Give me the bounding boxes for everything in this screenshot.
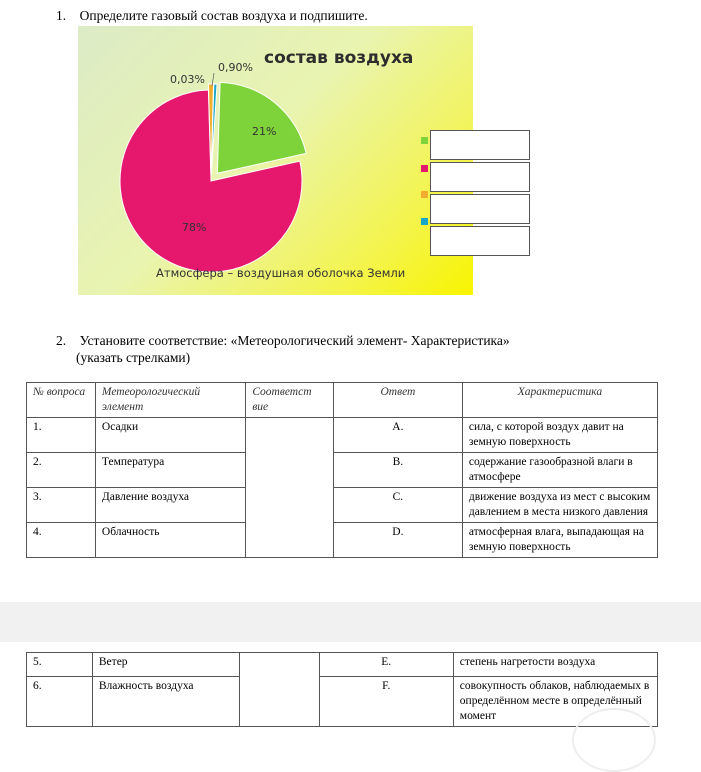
chart-caption: Атмосфера – воздушная оболочка Земли: [156, 266, 406, 280]
row-answer: D.: [333, 523, 462, 558]
match-cell[interactable]: [246, 418, 334, 558]
legend-answer-box-4[interactable]: [430, 226, 530, 256]
matching-table: [26, 382, 658, 558]
legend-swatch-orange: [421, 191, 428, 198]
air-composition-chart: [78, 26, 473, 295]
faint-watermark-circle: [572, 708, 656, 772]
row-characteristic: движение воздуха из мест с высоким давлением в места низкого давления: [462, 488, 657, 523]
row-element: Давление воздуха: [95, 488, 245, 523]
table-row: [27, 523, 658, 558]
matching-table-continued: [26, 652, 658, 727]
slice-label-21: 21%: [252, 125, 277, 138]
pie-chart-svg: [78, 26, 473, 295]
page-break: [0, 602, 701, 642]
table-row: [27, 488, 658, 523]
legend-answer-box-1[interactable]: [430, 130, 530, 160]
legend-swatch-green: [421, 137, 428, 144]
row-element: Влажность воздуха: [92, 677, 239, 727]
slice-label-003: 0,03%: [170, 73, 205, 86]
task2-subtext: (указать стрелками): [76, 350, 191, 365]
table-row: [27, 418, 658, 453]
row-element: Осадки: [95, 418, 245, 453]
row-characteristic: сила, с которой воздух давит на земную поверхность: [462, 418, 657, 453]
legend-answer-box-3[interactable]: [430, 194, 530, 224]
row-element: Облачность: [95, 523, 245, 558]
table-row: [27, 653, 658, 677]
header-match: Соответст вие: [246, 383, 334, 418]
slice-label-090: 0,90%: [218, 61, 253, 74]
row-answer: B.: [333, 453, 462, 488]
task1-number: 1.: [56, 8, 67, 23]
header-element: Метеорологический элемент: [95, 383, 245, 418]
header-answer: Ответ: [333, 383, 462, 418]
row-element: Температура: [95, 453, 245, 488]
row-answer: C.: [333, 488, 462, 523]
row-characteristic: атмосферная влага, выпадающая на земную поверхность: [462, 523, 657, 558]
header-characteristic: Характеристика: [462, 383, 657, 418]
match-cell[interactable]: [240, 653, 319, 727]
table-row: [27, 453, 658, 488]
row-answer: E.: [319, 653, 453, 677]
task2-number: 2.: [56, 333, 67, 348]
row-answer: F.: [319, 677, 453, 727]
table-header-row: [27, 383, 658, 418]
task1-text: Определите газовый состав воздуха и подпишите.: [79, 8, 368, 23]
row-num: 5.: [27, 653, 93, 677]
row-answer: A.: [333, 418, 462, 453]
legend-answer-box-2[interactable]: [430, 162, 530, 192]
legend-swatch-pink: [421, 165, 428, 172]
row-num: 2.: [27, 453, 96, 488]
task2-text: Установите соответствие: «Метеорологический элемент- Характеристика»: [79, 333, 510, 348]
row-num: 4.: [27, 523, 96, 558]
legend-swatch-blue: [421, 218, 428, 225]
row-characteristic: степень нагретости воздуха: [453, 653, 657, 677]
chart-title: состав воздуха: [264, 48, 414, 68]
row-num: 1.: [27, 418, 96, 453]
table-row: [27, 677, 658, 727]
row-characteristic: содержание газообразной влаги в атмосфере: [462, 453, 657, 488]
task2-heading: [56, 333, 510, 349]
task1-heading: [56, 8, 368, 24]
slice-label-78: 78%: [182, 221, 207, 234]
row-characteristic: совокупность облаков, наблюдаемых в определённом месте в определённый момент: [453, 677, 657, 727]
row-num: 6.: [27, 677, 93, 727]
row-num: 3.: [27, 488, 96, 523]
header-num: № вопроса: [27, 383, 96, 418]
row-element: Ветер: [92, 653, 239, 677]
